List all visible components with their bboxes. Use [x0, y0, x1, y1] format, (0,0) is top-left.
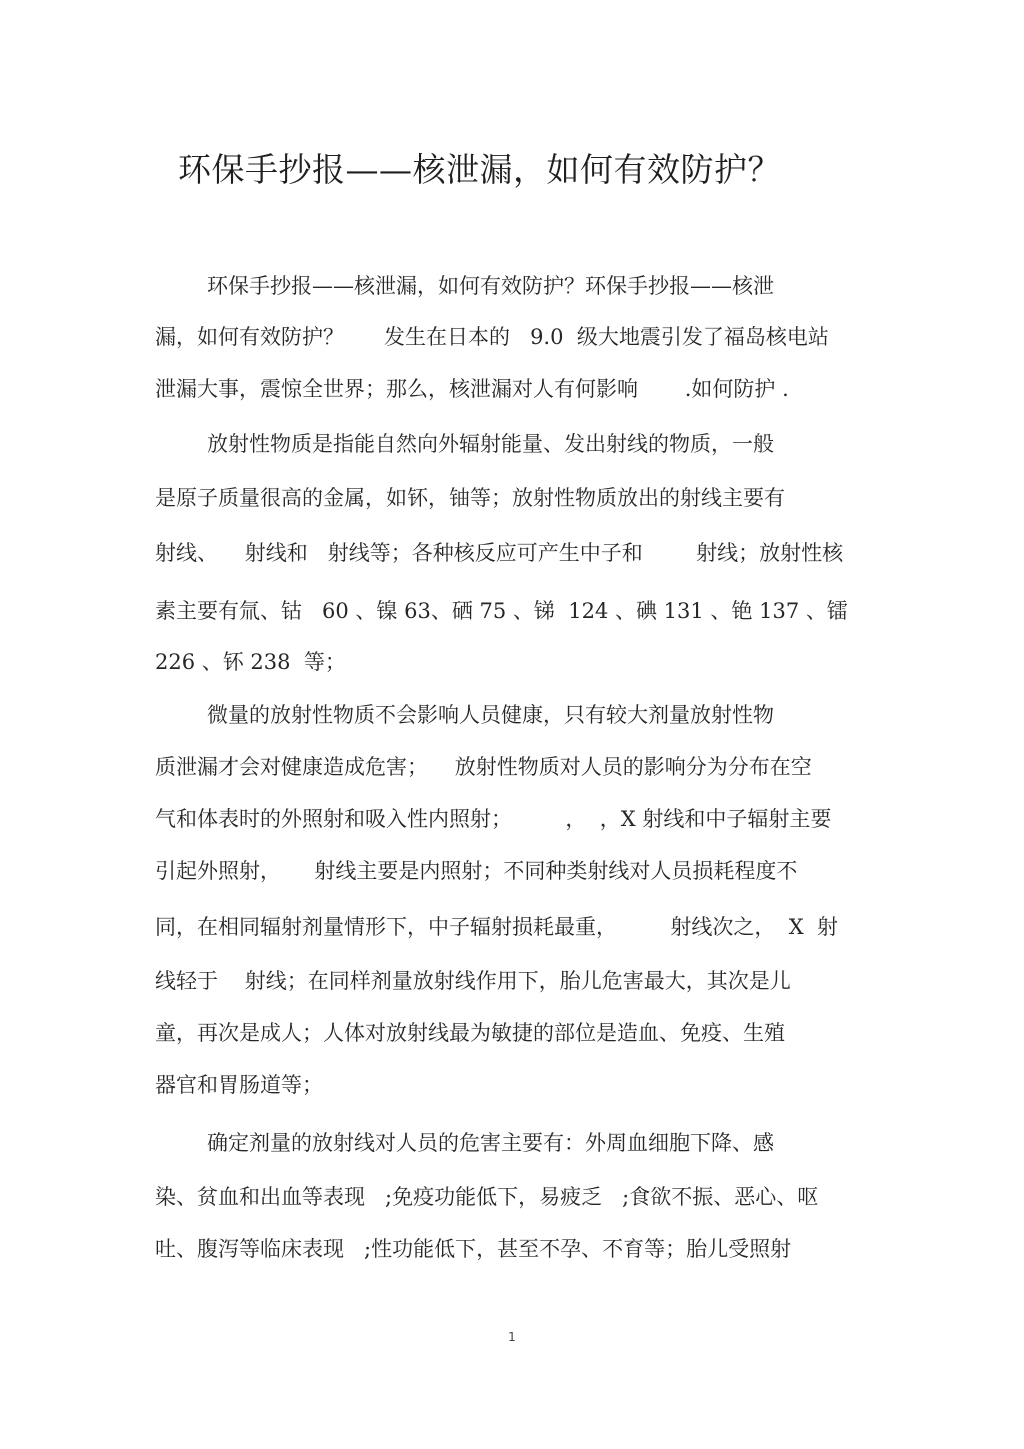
- text-line: 素主要有氚、钴 60 、镍 63、硒 75 、锑 124 、碘 131 、铯 137 、镭: [155, 599, 848, 623]
- document-title: 环保手抄报——核泄漏，如何有效防护？: [178, 150, 781, 189]
- text-line: 是原子质量很高的金属，如钚，铀等；放射性物质放出的射线主要有: [155, 486, 785, 510]
- text-line: 微量的放射性物质不会影响人员健康，只有较大剂量放射性物: [207, 703, 774, 727]
- text-line: 染、贫血和出血等表现 ;免疫功能低下，易疲乏 ;食欲不振、恶心、呕: [155, 1185, 819, 1209]
- text-line: 射线、 射线和 射线等；各种核反应可产生中子和 射线；放射性核: [155, 541, 844, 565]
- text-line: 器官和胃肠道等；: [155, 1073, 323, 1097]
- text-line: 线轻于 射线；在同样剂量放射线作用下，胎儿危害最大，其次是儿: [155, 969, 791, 993]
- text-line: 泄漏大事，震惊全世界；那么，核泄漏对人有何影响 .如何防护 .: [155, 377, 789, 401]
- text-line: 引起外照射， 射线主要是内照射；不同种类射线对人员损耗程度不: [155, 859, 798, 883]
- text-line: 吐、腹泻等临床表现 ;性功能低下，甚至不孕、不育等；胎儿受照射: [155, 1237, 792, 1261]
- text-line: 童，再次是成人；人体对放射线最为敏捷的部位是造血、免疫、生殖: [155, 1021, 785, 1045]
- text-line: 确定剂量的放射线对人员的危害主要有：外周血细胞下降、感: [207, 1131, 774, 1155]
- text-line: 放射性物质是指能自然向外辐射能量、发出射线的物质，一般: [207, 432, 774, 456]
- text-line: 质泄漏才会对健康造成危害； 放射性物质对人员的影响分为分布在空: [155, 755, 812, 779]
- text-line: 226 、钚 238 等；: [155, 650, 346, 674]
- text-line: 同，在相同辐射剂量情形下，中子辐射损耗最重， 射线次之， X 射: [155, 915, 839, 939]
- text-line: 环保手抄报——核泄漏，如何有效防护？环保手抄报——核泄: [207, 274, 774, 298]
- text-line: 漏，如何有效防护？ 发生在日本的 9.0 级大地震引发了福岛核电站: [155, 325, 829, 349]
- page-number: 1: [508, 1330, 516, 1344]
- text-line: 气和体表时的外照射和吸入性内照射； ， ，X 射线和中子辐射主要: [155, 807, 832, 831]
